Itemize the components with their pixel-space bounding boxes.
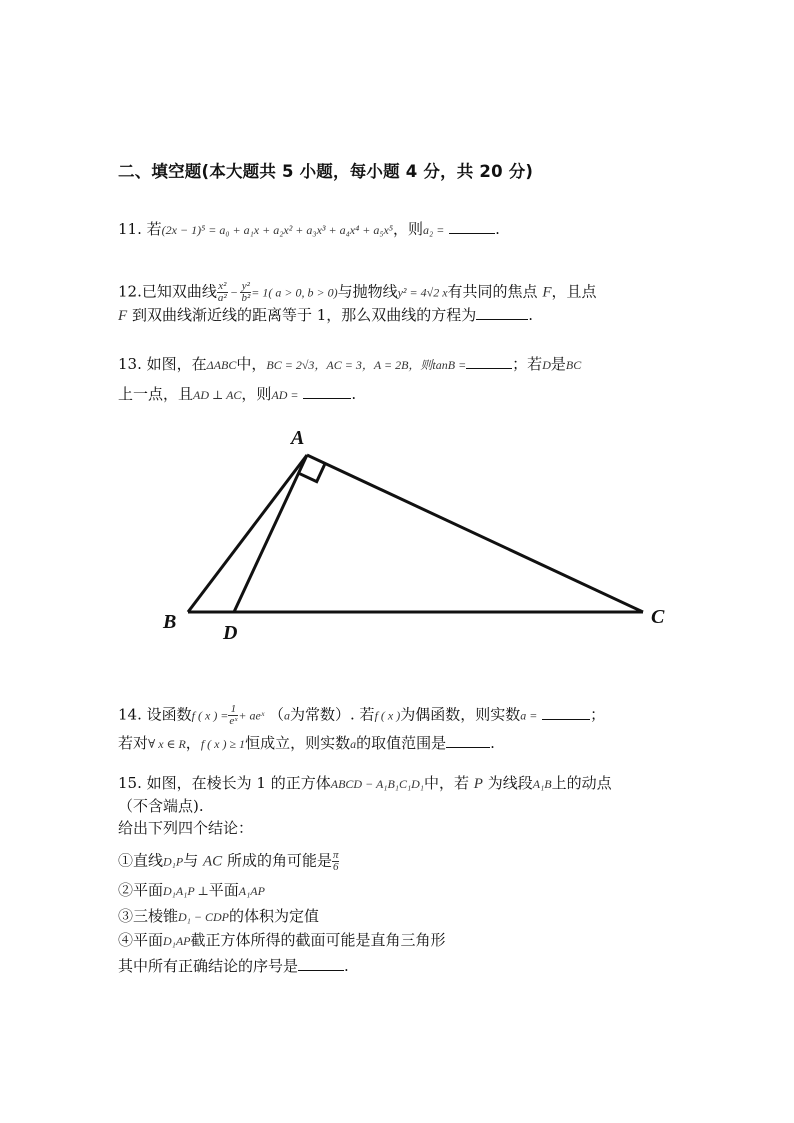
c2-pre: ②平面: [118, 881, 164, 899]
q11-end: .: [495, 220, 500, 238]
q13-pre: 如图，在: [146, 355, 207, 373]
side-ac: [307, 455, 643, 612]
c3-end: 的体积为定值: [228, 907, 319, 925]
c4-plane: D₁AP: [163, 934, 191, 948]
q15-end1: 上的动点: [551, 774, 612, 792]
q12-post2: ，且点: [551, 282, 597, 301]
q14-frac: $\frac{1}{\text{eˣ}}$: [229, 703, 238, 727]
q12-hyp-rest: = 1( a > 0, b > 0): [251, 285, 338, 300]
q13-ad: AD =: [271, 388, 299, 402]
q15-p: P: [473, 776, 483, 792]
q14-fx-rest: + aeˣ: [238, 708, 265, 723]
c1-mid: 与: [183, 851, 199, 870]
vertex-label-d: D: [223, 622, 238, 644]
section-title: 二、填空题(本大题共 5 小题，每小题 4 分，共 20 分): [118, 162, 534, 181]
q13-bc2: BC: [565, 358, 582, 372]
q15-pre: 如图，在棱长为 1 的正方体: [146, 774, 331, 792]
question-14: [118, 704, 605, 727]
q13-ac: ，AC = 3，A = 2B，则: [314, 358, 433, 372]
q12-frac-y: $\frac{\text{y²}}{\text{b²}}$: [241, 280, 251, 304]
q15-mid: 中，若: [423, 774, 469, 792]
q13-is: 是: [550, 355, 566, 373]
q14-line2c: 的取值范围是: [356, 734, 447, 752]
q14-ineq: f ( x ) ≥ 1: [200, 737, 246, 751]
q12-frac-x: $\frac{\text{x²}}{\text{a²}}$: [217, 280, 227, 304]
q11-expression: (2x − 1)⁵ = a₀ + a₁x + a₂x² + a₃x³ + a₄x⁴ + a₅x⁵: [161, 223, 394, 237]
q12-post: 有共同的焦点: [447, 282, 538, 301]
q13-d: D: [542, 358, 551, 372]
q13-line2b: ，则: [241, 385, 272, 403]
q13-end: .: [351, 385, 357, 403]
q13-perp: AD ⊥ AC: [193, 388, 242, 402]
q11-number: 11.: [118, 220, 142, 238]
c1-ac: AC: [202, 853, 223, 870]
question-15: [118, 773, 612, 794]
q12-focus-2: F: [118, 308, 128, 324]
q14-end: .: [490, 734, 495, 752]
q12-number: 12.: [118, 282, 142, 301]
question-14-line2: [118, 733, 495, 754]
q15-conclusion-3: [118, 906, 319, 927]
q14-even: 为偶函数，则实数: [400, 705, 521, 724]
q14-paren2: 为常数）. 若: [290, 705, 375, 724]
q14-fx: f ( x ) =: [191, 708, 229, 723]
q14-a2: a: [350, 737, 357, 751]
c4-pre: ④平面: [118, 931, 164, 949]
q15-line2: （不含端点).: [118, 797, 204, 815]
c3-pre: ③三棱锥: [118, 907, 179, 925]
q15-conclusion-2: [118, 880, 265, 901]
q12-pre: 已知双曲线: [141, 282, 217, 301]
q14-forall: ∀ x ∈ R: [148, 737, 186, 751]
question-12: 12.已知双曲线 $\frac{\text{x²}}{\text{a²}}$ − $\frac{\text{y²}}{\text{b²}}$ = 1( a > 0, b > 0)与抛物线y² = 4√2 x有共同的焦点 F，且点: [118, 280, 597, 304]
q11-ask: a₂ =: [423, 223, 445, 237]
c1-end: 所成的角可能是: [226, 851, 332, 870]
q12-focus: F: [542, 284, 552, 301]
q14-semi: ；: [590, 705, 606, 724]
c1-pre: ①直线: [118, 851, 164, 870]
q15-number: 15.: [118, 774, 142, 792]
q14-number: 14.: [118, 705, 142, 724]
q15-intro: 给出下列四个结论：: [118, 819, 254, 837]
q14-answer-blank-2[interactable]: [446, 733, 490, 748]
q15-mid2: 为线段: [487, 774, 533, 792]
c2-mid: 平面: [208, 881, 239, 899]
q14-line2b: 恒成立，则实数: [245, 734, 351, 752]
q14-a-const: a: [284, 708, 291, 723]
q15-conclusion-4: [118, 930, 446, 951]
q15-final-text: 其中所有正确结论的序号是: [118, 957, 299, 975]
vertex-label-b: B: [163, 611, 177, 633]
q14-answer-blank-1[interactable]: [542, 705, 590, 720]
q15-cube: ABCD − A₁B₁C₁D₁: [330, 777, 424, 791]
q13-triangle: ΔABC: [206, 358, 237, 372]
q12-parabola: y² = 4√2 x: [397, 285, 448, 300]
q15-conclusion-1: [118, 850, 339, 873]
c1-line: D₁P: [163, 854, 184, 869]
segment-ad: [234, 455, 307, 612]
q12-end: .: [528, 306, 534, 324]
q15-answer-blank[interactable]: [298, 956, 344, 971]
q15-seg: A₁B: [532, 777, 552, 791]
q11-pre: 若: [146, 220, 162, 238]
q13-bc: BC = 2√3: [266, 358, 315, 372]
q14-comma: ，: [185, 734, 201, 752]
q12-line2: 到双曲线渐近线的距离等于 1，那么双曲线的方程为: [131, 306, 477, 324]
side-ab: [188, 455, 307, 612]
vertex-label-a: A: [291, 427, 305, 449]
q13-line2a: 上一点，且: [118, 385, 194, 403]
q15-final: [118, 956, 349, 976]
q12-mid: 与抛物线: [337, 282, 398, 301]
q14-paren: （: [269, 705, 285, 724]
q13-mid: ；若: [512, 355, 543, 373]
c2-plane2: A₁AP: [238, 884, 265, 898]
q15-end: .: [344, 957, 349, 975]
c1-pi-over-6: $\frac{\pi}{6}$: [332, 849, 339, 873]
c2-plane1: D₁A₁P ⊥: [163, 884, 209, 898]
q14-a-eq: a =: [520, 708, 538, 723]
vertex-label-c: C: [651, 606, 665, 628]
q13-number: 13.: [118, 355, 142, 373]
q13-tan: tanB =: [432, 358, 467, 372]
q14-pre: 设函数: [146, 705, 192, 724]
q13-a1: 中，: [236, 355, 267, 373]
c4-end: 截正方体所得的截面可能是直角三角形: [190, 931, 446, 949]
q11-mid: ，则: [393, 220, 424, 238]
c3-tet: D₁ − CDP: [178, 910, 229, 924]
q14-fx2: f ( x ): [374, 708, 401, 723]
q14-line2a: 若对: [118, 734, 149, 752]
